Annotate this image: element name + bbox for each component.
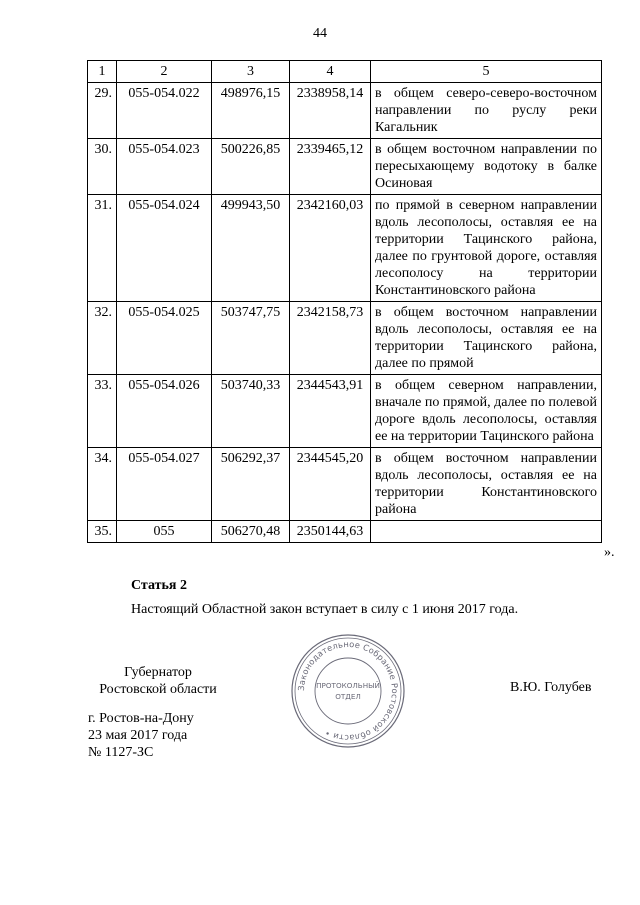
seal-inner-text: ОТДЕЛ [335,692,361,701]
header-cell: 4 [290,61,371,83]
boundary-description: в общем северном направлении, вначале по прямой, далее по полевой дороге вдоль лесополосы, оставляя ее на территории Тацинского района [371,375,602,448]
header-cell: 1 [88,61,117,83]
row-number: 34. [88,448,117,521]
coordinate-y: 2338958,14 [290,83,371,139]
date: 23 мая 2017 года [88,728,188,743]
point-code: 055-054.027 [117,448,212,521]
row-number: 30. [88,139,117,195]
page-number: 44 [313,26,327,41]
coordinate-y: 2344543,91 [290,375,371,448]
table-row [88,302,602,375]
header-cell: 2 [117,61,212,83]
row-number: 29. [88,83,117,139]
coordinate-x: 506270,48 [212,521,290,543]
coordinate-y: 2339465,12 [290,139,371,195]
signatory-title-line: Ростовской области [99,682,217,697]
boundary-description: в общем восточном направлении вдоль лесополосы, оставляя ее на территории Константиновского района [371,448,602,521]
boundary-description: в общем северо-северо-восточном направлении по руслу реки Кагальник [371,83,602,139]
boundary-table [87,60,602,543]
signatory-name: В.Ю. Голубев [510,680,592,695]
point-code: 055-054.025 [117,302,212,375]
official-seal [290,633,406,749]
point-code: 055-054.022 [117,83,212,139]
coordinate-x: 498976,15 [212,83,290,139]
boundary-description: по прямой в северном направлении вдоль лесополосы, оставляя ее на территории Тацинского района, далее по грунтовой дороге, оставляя лесополосу на территории Константиновского района [371,195,602,302]
seal-inner-text: ПРОТОКОЛЬНЫЙ [316,681,380,690]
table-header-row [88,61,602,83]
point-code: 055-054.023 [117,139,212,195]
boundary-description [371,521,602,543]
seal-outer-text: Законодательное Собрание Ростовской области • [295,638,401,744]
coordinate-x: 499943,50 [212,195,290,302]
point-code: 055-054.024 [117,195,212,302]
closing-quote: ». [604,545,615,560]
boundary-description: в общем восточном направлении вдоль лесополосы, оставляя ее на территории Тацинского района, далее по прямой [371,302,602,375]
header-cell: 5 [371,61,602,83]
point-code: 055-054.026 [117,375,212,448]
table-row [88,139,602,195]
point-code: 055 [117,521,212,543]
signatory-title [88,664,228,698]
row-number: 35. [88,521,117,543]
header-cell: 3 [212,61,290,83]
coordinate-y: 2344545,20 [290,448,371,521]
row-number: 31. [88,195,117,302]
coordinate-x: 503747,75 [212,302,290,375]
article-title: Статья 2 [131,578,187,593]
signatory-title-line: Губернатор [124,665,192,680]
table-row [88,448,602,521]
place-and-date [88,710,194,761]
document-number: № 1127-ЗС [88,745,154,760]
row-number: 32. [88,302,117,375]
table-row [88,83,602,139]
table-row [88,521,602,543]
coordinate-x: 506292,37 [212,448,290,521]
seal-ring [292,635,404,747]
coordinate-x: 500226,85 [212,139,290,195]
coordinate-y: 2342160,03 [290,195,371,302]
table-row [88,195,602,302]
coordinate-y: 2342158,73 [290,302,371,375]
article-text: Настоящий Областной закон вступает в силу с 1 июня 2017 года. [131,602,519,617]
place: г. Ростов-на-Дону [88,711,194,726]
boundary-description: в общем восточном направлении по пересыхающему водотоку в балке Осиновая [371,139,602,195]
coordinate-y: 2350144,63 [290,521,371,543]
table-row [88,375,602,448]
coordinate-x: 503740,33 [212,375,290,448]
row-number: 33. [88,375,117,448]
